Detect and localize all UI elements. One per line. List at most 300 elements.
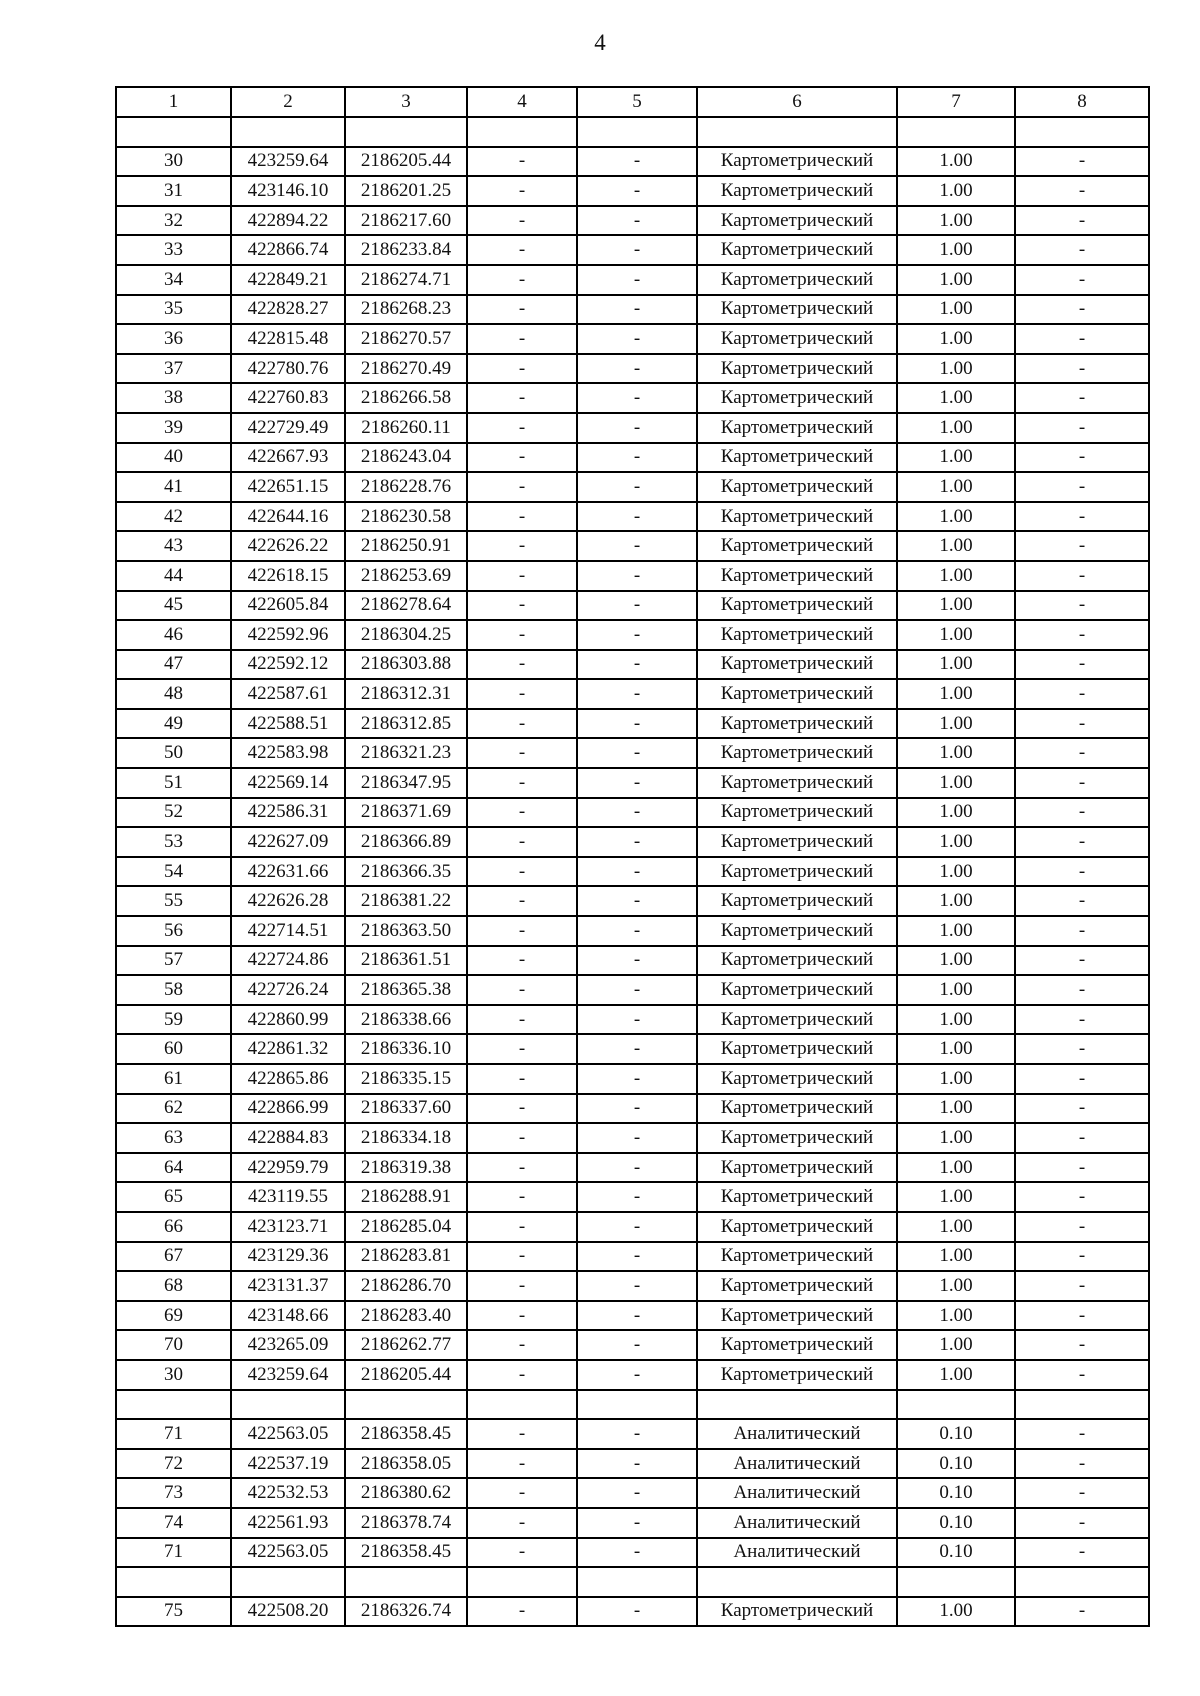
table-cell: - bbox=[1015, 1301, 1149, 1331]
table-cell bbox=[577, 117, 697, 147]
table-cell: 1.00 bbox=[897, 1330, 1015, 1360]
table-cell: - bbox=[467, 1271, 577, 1301]
table-cell: - bbox=[467, 679, 577, 709]
table-cell: - bbox=[467, 1182, 577, 1212]
table-cell: 33 bbox=[116, 235, 231, 265]
table-cell: - bbox=[467, 265, 577, 295]
table-cell: 49 bbox=[116, 709, 231, 739]
table-cell: - bbox=[1015, 1508, 1149, 1538]
table-cell: - bbox=[467, 975, 577, 1005]
column-header: 1 bbox=[116, 87, 231, 117]
table-cell: 2186228.76 bbox=[345, 472, 467, 502]
table-body bbox=[116, 117, 1149, 1626]
table-cell: 2186274.71 bbox=[345, 265, 467, 295]
table-cell: 2186270.49 bbox=[345, 354, 467, 384]
table-cell bbox=[116, 1567, 231, 1597]
table-cell: Картометрический bbox=[697, 620, 897, 650]
column-header: 7 bbox=[897, 87, 1015, 117]
table-cell: 2186358.05 bbox=[345, 1449, 467, 1479]
table-cell: - bbox=[1015, 561, 1149, 591]
table-row bbox=[116, 117, 1149, 147]
table-cell: 422860.99 bbox=[231, 1005, 345, 1035]
table-cell: 63 bbox=[116, 1123, 231, 1153]
table-cell: - bbox=[467, 1123, 577, 1153]
table-cell: 1.00 bbox=[897, 1094, 1015, 1124]
table-cell bbox=[345, 1567, 467, 1597]
table-cell: 69 bbox=[116, 1301, 231, 1331]
table-cell: 422569.14 bbox=[231, 768, 345, 798]
table-cell: - bbox=[1015, 1597, 1149, 1627]
table-cell: Картометрический bbox=[697, 413, 897, 443]
table-cell: Картометрический bbox=[697, 1182, 897, 1212]
table-cell: 1.00 bbox=[897, 531, 1015, 561]
table-cell: - bbox=[1015, 1271, 1149, 1301]
table-cell: Картометрический bbox=[697, 1153, 897, 1183]
table-cell: 2186363.50 bbox=[345, 916, 467, 946]
table-cell: Картометрический bbox=[697, 709, 897, 739]
table-cell: - bbox=[577, 798, 697, 828]
table-cell: 0.10 bbox=[897, 1449, 1015, 1479]
table-row bbox=[116, 472, 1149, 502]
table-cell: 422729.49 bbox=[231, 413, 345, 443]
table-cell: 43 bbox=[116, 531, 231, 561]
table-cell: 1.00 bbox=[897, 827, 1015, 857]
table-cell: - bbox=[467, 709, 577, 739]
table-cell: - bbox=[1015, 916, 1149, 946]
table-cell: Картометрический bbox=[697, 383, 897, 413]
table-cell: 423119.55 bbox=[231, 1182, 345, 1212]
table-cell: - bbox=[577, 1242, 697, 1272]
table-cell: - bbox=[577, 147, 697, 177]
table-cell: - bbox=[577, 1123, 697, 1153]
table-cell: 1.00 bbox=[897, 443, 1015, 473]
table-cell: 422626.22 bbox=[231, 531, 345, 561]
table-cell: - bbox=[577, 768, 697, 798]
table-cell: - bbox=[577, 1301, 697, 1331]
table-row bbox=[116, 827, 1149, 857]
table-cell bbox=[1015, 1390, 1149, 1420]
table-cell: - bbox=[577, 1360, 697, 1390]
table-cell: - bbox=[467, 1597, 577, 1627]
table-row bbox=[116, 1360, 1149, 1390]
table-cell bbox=[577, 1390, 697, 1420]
table-cell: - bbox=[467, 383, 577, 413]
table-row bbox=[116, 1567, 1149, 1597]
table-cell: 422631.66 bbox=[231, 857, 345, 887]
table-cell: 40 bbox=[116, 443, 231, 473]
table-row bbox=[116, 916, 1149, 946]
table-row bbox=[116, 1508, 1149, 1538]
table-cell: 1.00 bbox=[897, 1301, 1015, 1331]
table-cell: Аналитический bbox=[697, 1449, 897, 1479]
table-cell: 1.00 bbox=[897, 620, 1015, 650]
table-cell: 1.00 bbox=[897, 679, 1015, 709]
table-cell bbox=[897, 117, 1015, 147]
table-cell: Картометрический bbox=[697, 1212, 897, 1242]
table-cell: - bbox=[467, 1419, 577, 1449]
table-row bbox=[116, 1094, 1149, 1124]
table-cell: 2186285.04 bbox=[345, 1212, 467, 1242]
table-cell bbox=[1015, 117, 1149, 147]
table-row bbox=[116, 1330, 1149, 1360]
table-cell: 2186304.25 bbox=[345, 620, 467, 650]
table-cell: - bbox=[577, 1153, 697, 1183]
table-cell: - bbox=[467, 235, 577, 265]
table-cell: 422780.76 bbox=[231, 354, 345, 384]
table-cell: 422884.83 bbox=[231, 1123, 345, 1153]
table-cell: - bbox=[577, 738, 697, 768]
table-cell: 1.00 bbox=[897, 1182, 1015, 1212]
table-cell: 2186337.60 bbox=[345, 1094, 467, 1124]
table-cell: - bbox=[1015, 709, 1149, 739]
table-cell: 41 bbox=[116, 472, 231, 502]
table-cell: 31 bbox=[116, 176, 231, 206]
table-cell: 73 bbox=[116, 1478, 231, 1508]
table-cell: Картометрический bbox=[697, 1271, 897, 1301]
table-cell: 2186365.38 bbox=[345, 975, 467, 1005]
table-cell bbox=[897, 1567, 1015, 1597]
table-cell: - bbox=[467, 1508, 577, 1538]
table-cell: 423265.09 bbox=[231, 1330, 345, 1360]
table-cell: - bbox=[577, 975, 697, 1005]
table-cell: - bbox=[467, 176, 577, 206]
table-cell: Картометрический bbox=[697, 176, 897, 206]
table-cell: 422866.99 bbox=[231, 1094, 345, 1124]
table-cell: 422583.98 bbox=[231, 738, 345, 768]
table-cell: 422849.21 bbox=[231, 265, 345, 295]
table-cell: 423129.36 bbox=[231, 1242, 345, 1272]
table-cell: Картометрический bbox=[697, 295, 897, 325]
table-cell: 2186286.70 bbox=[345, 1271, 467, 1301]
table-cell: 56 bbox=[116, 916, 231, 946]
column-header: 8 bbox=[1015, 87, 1149, 117]
table-cell: 423259.64 bbox=[231, 147, 345, 177]
column-header: 3 bbox=[345, 87, 467, 117]
table-cell: - bbox=[577, 561, 697, 591]
table-cell: 2186268.23 bbox=[345, 295, 467, 325]
table-cell: 45 bbox=[116, 591, 231, 621]
table-cell: - bbox=[1015, 1153, 1149, 1183]
table-row bbox=[116, 886, 1149, 916]
table-cell: 423123.71 bbox=[231, 1212, 345, 1242]
table-cell: 2186380.62 bbox=[345, 1478, 467, 1508]
table-cell: 58 bbox=[116, 975, 231, 1005]
table-cell: - bbox=[467, 768, 577, 798]
table-cell: 1.00 bbox=[897, 768, 1015, 798]
table-cell: - bbox=[577, 295, 697, 325]
table-cell: - bbox=[1015, 235, 1149, 265]
table-cell bbox=[345, 117, 467, 147]
table-row bbox=[116, 1005, 1149, 1035]
table-cell: 1.00 bbox=[897, 886, 1015, 916]
table-cell: 422726.24 bbox=[231, 975, 345, 1005]
table-cell: - bbox=[577, 1212, 697, 1242]
table-cell: 2186288.91 bbox=[345, 1182, 467, 1212]
table-cell: - bbox=[577, 1419, 697, 1449]
table-cell: 2186312.31 bbox=[345, 679, 467, 709]
table-cell: - bbox=[467, 1094, 577, 1124]
table-cell: Картометрический bbox=[697, 1242, 897, 1272]
table-cell: - bbox=[577, 1064, 697, 1094]
table-cell: 2186253.69 bbox=[345, 561, 467, 591]
table-cell bbox=[116, 1390, 231, 1420]
table-cell: 422508.20 bbox=[231, 1597, 345, 1627]
table-cell: - bbox=[1015, 1005, 1149, 1035]
table-cell: 2186335.15 bbox=[345, 1064, 467, 1094]
table-row bbox=[116, 946, 1149, 976]
table-cell: - bbox=[577, 206, 697, 236]
table-cell: Картометрический bbox=[697, 591, 897, 621]
table-row bbox=[116, 1242, 1149, 1272]
table-cell: 1.00 bbox=[897, 1360, 1015, 1390]
table-cell: 422588.51 bbox=[231, 709, 345, 739]
table-row bbox=[116, 1212, 1149, 1242]
table-cell: 422587.61 bbox=[231, 679, 345, 709]
table-cell: Картометрический bbox=[697, 768, 897, 798]
table-cell: 2186312.85 bbox=[345, 709, 467, 739]
table-cell: - bbox=[467, 1212, 577, 1242]
table-cell: Картометрический bbox=[697, 561, 897, 591]
table-cell: - bbox=[1015, 502, 1149, 532]
table-row bbox=[116, 1271, 1149, 1301]
table-cell: 2186260.11 bbox=[345, 413, 467, 443]
table-cell: - bbox=[1015, 1330, 1149, 1360]
table-cell: 423131.37 bbox=[231, 1271, 345, 1301]
table-cell: 2186338.66 bbox=[345, 1005, 467, 1035]
table-row bbox=[116, 1538, 1149, 1568]
table-row bbox=[116, 1449, 1149, 1479]
table-cell: 422861.32 bbox=[231, 1034, 345, 1064]
table-cell: 422563.05 bbox=[231, 1538, 345, 1568]
table-cell: - bbox=[467, 738, 577, 768]
table-cell bbox=[577, 1567, 697, 1597]
table-cell bbox=[231, 1567, 345, 1597]
table-cell bbox=[467, 1390, 577, 1420]
table-cell: Картометрический bbox=[697, 472, 897, 502]
table-cell: 2186366.89 bbox=[345, 827, 467, 857]
table-cell: 2186326.74 bbox=[345, 1597, 467, 1627]
table-cell: - bbox=[1015, 1182, 1149, 1212]
table-row bbox=[116, 295, 1149, 325]
table-cell: 1.00 bbox=[897, 502, 1015, 532]
table-cell: 422592.12 bbox=[231, 650, 345, 680]
table-cell bbox=[697, 117, 897, 147]
table-cell: - bbox=[1015, 738, 1149, 768]
table-cell: 422618.15 bbox=[231, 561, 345, 591]
table-cell: 51 bbox=[116, 768, 231, 798]
table-cell: 52 bbox=[116, 798, 231, 828]
table-cell bbox=[697, 1567, 897, 1597]
table-cell: 2186371.69 bbox=[345, 798, 467, 828]
table-cell: 0.10 bbox=[897, 1478, 1015, 1508]
table-row bbox=[116, 650, 1149, 680]
table-cell: - bbox=[1015, 413, 1149, 443]
table-cell: - bbox=[1015, 1360, 1149, 1390]
table-cell: 1.00 bbox=[897, 383, 1015, 413]
table-cell: 2186205.44 bbox=[345, 147, 467, 177]
table-cell: - bbox=[1015, 1094, 1149, 1124]
table-cell: Картометрический bbox=[697, 946, 897, 976]
table-cell: - bbox=[577, 1449, 697, 1479]
table-cell: 0.10 bbox=[897, 1419, 1015, 1449]
table-cell: - bbox=[577, 531, 697, 561]
table-cell: 2186270.57 bbox=[345, 324, 467, 354]
table-cell: 1.00 bbox=[897, 857, 1015, 887]
table-cell: - bbox=[577, 176, 697, 206]
table-cell: - bbox=[467, 502, 577, 532]
table-cell: 46 bbox=[116, 620, 231, 650]
column-header: 4 bbox=[467, 87, 577, 117]
table-cell: 72 bbox=[116, 1449, 231, 1479]
table-cell: 71 bbox=[116, 1419, 231, 1449]
table-cell: Картометрический bbox=[697, 798, 897, 828]
table-row bbox=[116, 561, 1149, 591]
column-header: 6 bbox=[697, 87, 897, 117]
table-cell: - bbox=[467, 1034, 577, 1064]
table-cell: Картометрический bbox=[697, 265, 897, 295]
table-cell: 422724.86 bbox=[231, 946, 345, 976]
table-cell: - bbox=[1015, 827, 1149, 857]
table-cell: 1.00 bbox=[897, 176, 1015, 206]
table-cell: - bbox=[467, 1301, 577, 1331]
table-cell: - bbox=[467, 946, 577, 976]
table-cell: - bbox=[577, 679, 697, 709]
table-cell: Картометрический bbox=[697, 502, 897, 532]
table-row bbox=[116, 176, 1149, 206]
table-cell: - bbox=[577, 324, 697, 354]
table-row bbox=[116, 798, 1149, 828]
table-cell: 61 bbox=[116, 1064, 231, 1094]
table-cell: - bbox=[1015, 354, 1149, 384]
table-cell: 1.00 bbox=[897, 798, 1015, 828]
table-cell: 32 bbox=[116, 206, 231, 236]
table-cell: 47 bbox=[116, 650, 231, 680]
table-cell: 422626.28 bbox=[231, 886, 345, 916]
table-row bbox=[116, 1478, 1149, 1508]
table-cell: 422894.22 bbox=[231, 206, 345, 236]
table-cell: 35 bbox=[116, 295, 231, 325]
table-cell: 1.00 bbox=[897, 413, 1015, 443]
table-cell: - bbox=[1015, 383, 1149, 413]
table-row bbox=[116, 768, 1149, 798]
table-cell: - bbox=[467, 1242, 577, 1272]
table-cell: Картометрический bbox=[697, 827, 897, 857]
table-cell: - bbox=[467, 1478, 577, 1508]
table-cell: - bbox=[577, 857, 697, 887]
table-cell: 423259.64 bbox=[231, 1360, 345, 1390]
table-cell: 422592.96 bbox=[231, 620, 345, 650]
table-cell: 2186303.88 bbox=[345, 650, 467, 680]
table-row bbox=[116, 531, 1149, 561]
table-cell: 37 bbox=[116, 354, 231, 384]
table-cell: 1.00 bbox=[897, 946, 1015, 976]
table-cell: - bbox=[1015, 176, 1149, 206]
table-cell: Картометрический bbox=[697, 206, 897, 236]
table-cell: 64 bbox=[116, 1153, 231, 1183]
table-cell: - bbox=[467, 206, 577, 236]
table-cell: 75 bbox=[116, 1597, 231, 1627]
table-cell: 36 bbox=[116, 324, 231, 354]
table-cell: - bbox=[1015, 975, 1149, 1005]
table-row bbox=[116, 324, 1149, 354]
table-cell: - bbox=[1015, 1478, 1149, 1508]
table-cell: - bbox=[1015, 147, 1149, 177]
table-cell: 422651.15 bbox=[231, 472, 345, 502]
table-cell: 1.00 bbox=[897, 1212, 1015, 1242]
table-cell: - bbox=[1015, 1212, 1149, 1242]
table-cell bbox=[1015, 1567, 1149, 1597]
table-row bbox=[116, 709, 1149, 739]
table-cell: - bbox=[467, 591, 577, 621]
table-cell: - bbox=[1015, 472, 1149, 502]
coordinates-table bbox=[115, 86, 1150, 1627]
table-cell: - bbox=[1015, 1034, 1149, 1064]
table-cell: - bbox=[577, 1597, 697, 1627]
table-cell: 2186243.04 bbox=[345, 443, 467, 473]
table-cell: - bbox=[1015, 295, 1149, 325]
table-cell: - bbox=[1015, 443, 1149, 473]
table-cell: 2186336.10 bbox=[345, 1034, 467, 1064]
table-cell: Картометрический bbox=[697, 147, 897, 177]
table-cell: - bbox=[577, 354, 697, 384]
table-cell: 1.00 bbox=[897, 235, 1015, 265]
table-cell: - bbox=[1015, 1449, 1149, 1479]
table-cell: 1.00 bbox=[897, 295, 1015, 325]
table-cell: Картометрический bbox=[697, 916, 897, 946]
table-cell: 42 bbox=[116, 502, 231, 532]
table-cell: 67 bbox=[116, 1242, 231, 1272]
table-cell: - bbox=[577, 1538, 697, 1568]
table-cell: Картометрический bbox=[697, 857, 897, 887]
table-cell: - bbox=[467, 1330, 577, 1360]
table-cell: Картометрический bbox=[697, 324, 897, 354]
table-row bbox=[116, 738, 1149, 768]
table-cell: 2186205.44 bbox=[345, 1360, 467, 1390]
table-cell: 57 bbox=[116, 946, 231, 976]
table-cell: - bbox=[577, 650, 697, 680]
table-cell: 55 bbox=[116, 886, 231, 916]
table-cell: - bbox=[1015, 768, 1149, 798]
table-cell: - bbox=[1015, 531, 1149, 561]
column-header: 5 bbox=[577, 87, 697, 117]
table-cell: - bbox=[577, 472, 697, 502]
table-cell: Картометрический bbox=[697, 886, 897, 916]
table-cell: 1.00 bbox=[897, 354, 1015, 384]
table-cell: - bbox=[1015, 324, 1149, 354]
table-cell: 422532.53 bbox=[231, 1478, 345, 1508]
table-cell: - bbox=[1015, 620, 1149, 650]
table-cell: 2186230.58 bbox=[345, 502, 467, 532]
table-cell bbox=[231, 117, 345, 147]
table-cell: - bbox=[1015, 1242, 1149, 1272]
table-cell: - bbox=[577, 383, 697, 413]
table-cell: 62 bbox=[116, 1094, 231, 1124]
table-cell: Картометрический bbox=[697, 443, 897, 473]
table-row bbox=[116, 265, 1149, 295]
table-row bbox=[116, 443, 1149, 473]
table-cell: Аналитический bbox=[697, 1508, 897, 1538]
table-cell: Картометрический bbox=[697, 1034, 897, 1064]
table-cell: 2186217.60 bbox=[345, 206, 467, 236]
table-cell: 422561.93 bbox=[231, 1508, 345, 1538]
table-cell: 2186334.18 bbox=[345, 1123, 467, 1153]
table-cell: - bbox=[1015, 1064, 1149, 1094]
table-cell: - bbox=[467, 886, 577, 916]
table-cell: - bbox=[577, 886, 697, 916]
header-row bbox=[116, 87, 1149, 117]
table-cell: 48 bbox=[116, 679, 231, 709]
table-cell: 39 bbox=[116, 413, 231, 443]
